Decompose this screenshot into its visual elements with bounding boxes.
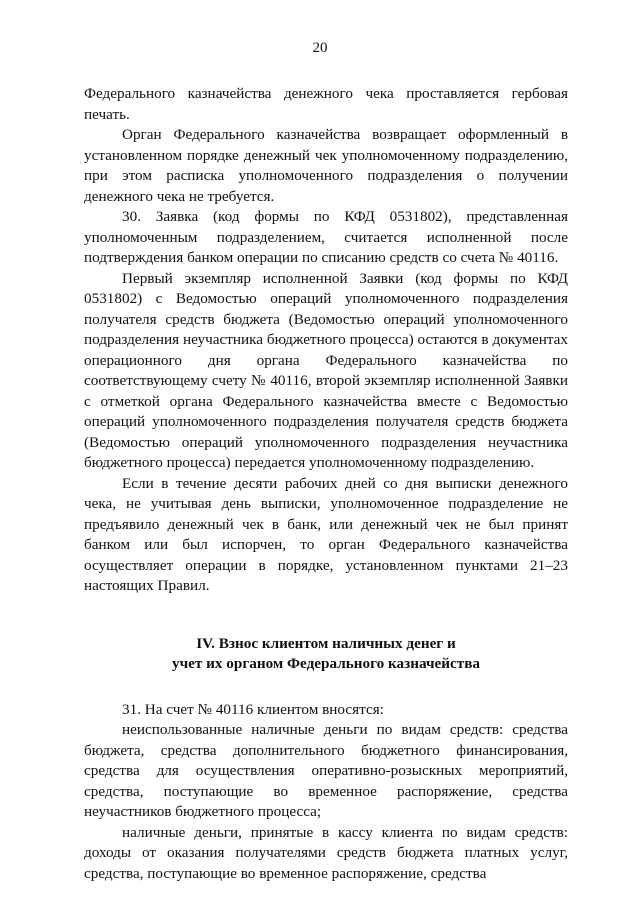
paragraph-item-31: 31. На счет № 40116 клиентом вносятся: <box>122 700 384 718</box>
paragraph: Орган Федерального казначейства возвращает оформленный в установленном порядке денежный чек уполномоченному подразделению, при этом расписка уполномоченного подразделения о получении денежного чека не требуется. <box>84 126 568 205</box>
document-body <box>84 84 568 884</box>
paragraph: Федерального казначейства денежного чека проставляется гербовая печать. <box>84 85 568 123</box>
paragraph-item-30: 30. Заявка (код формы по КФД 0531802), представленная уполномоченным подразделением, считается исполненной после подтверждения банком операции по списанию средств со счета № 40116. <box>84 208 568 266</box>
section-heading <box>84 634 568 675</box>
paragraph: наличные деньги, принятые в кассу клиента по видам средств: доходы от оказания получателями средств бюджета платных услуг, средства, поступающие во временное распоряжение, средства <box>84 823 568 882</box>
section-heading-line-2: учет их органом Федерального казначейства <box>171 655 481 672</box>
paragraph: Если в течение десяти рабочих дней со дня выписки денежного чека, не учитывая день выписки, уполномоченное подразделение не предъявило денежный чек в банк, или денежный чек не был принят банком или был испорчен, то орган Федерального казначейства осуществляет операции в порядке, установленном пунктами 21–23 настоящих Правил. <box>84 474 568 594</box>
paragraph: Первый экземпляр исполненной Заявки (код формы по КФД 0531802) с Ведомостью операций уполномоченного подразделения получателя средств бюджета (Ведомостью операций уполномоченного подразделения неучастника бюджетного процесса) остаются в документах операционного дня органа Федерального казначейства по соответствующему счету № 40116, второй экземпляр исполненной Заявки с отметкой органа Федерального казначейства вместе с Ведомостью операций уполномоченного подразделения получателя средств бюджета (Ведомостью операций уполномоченного подразделения неучастника бюджетного процесса) передается уполномоченному подразделению. <box>84 269 568 471</box>
section-heading-line-1: IV. Взнос клиентом наличных денег и <box>196 634 456 652</box>
paragraph: неиспользованные наличные деньги по видам средств: средства бюджета, средства дополнительного бюджетного финансирования, средства для осуществления оперативно-розыскных мероприятий, средства, поступающие во временное распоряжение, средства неучастников бюджетного процесса; <box>84 721 568 820</box>
page-number: 20 <box>312 40 328 56</box>
